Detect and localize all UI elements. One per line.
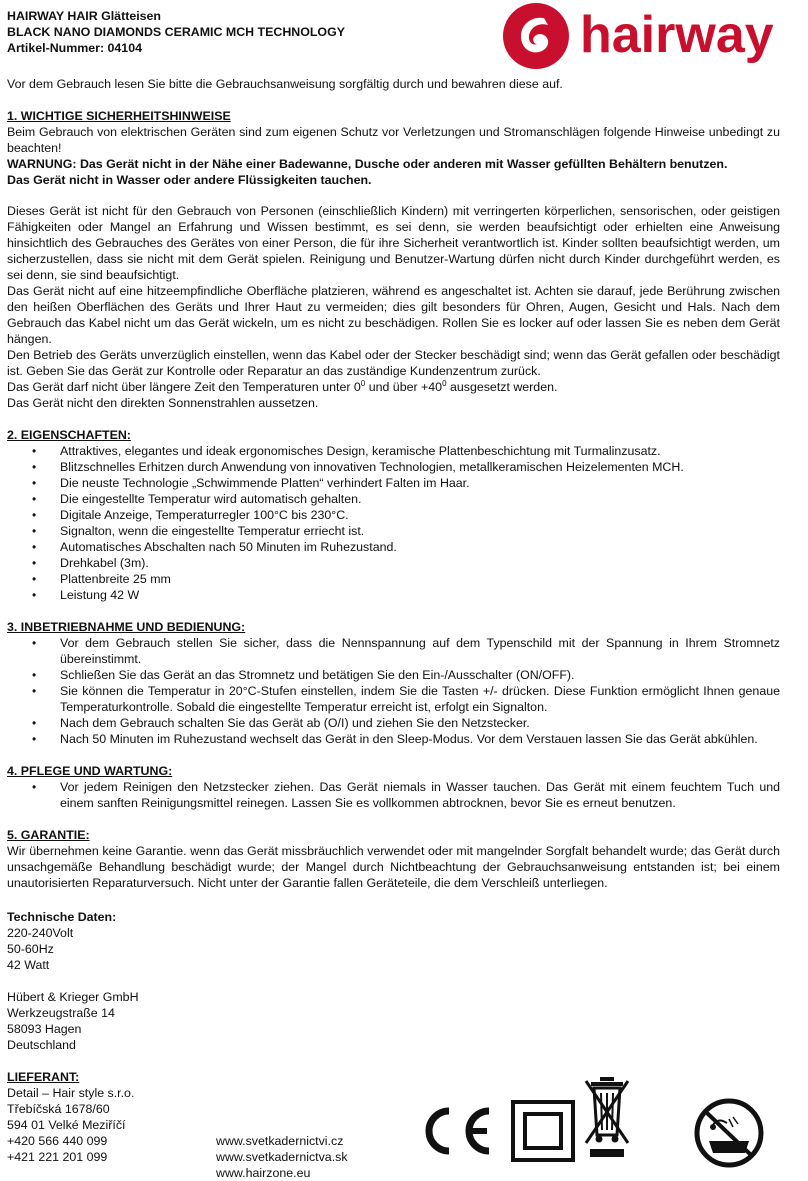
warning-1: WARNUNG: Das Gerät nicht in der Nähe einer Badewanne, Dusche oder anderen mit Wasser gefüllten Behältern benutzen. bbox=[7, 157, 728, 171]
tech-line: 50-60Hz bbox=[7, 942, 54, 956]
list-item: • Blitzschnelles Erhitzen durch Anwendung von innovativen Technologien, metallkeramischen Heizelementen MCH. bbox=[60, 459, 780, 475]
hairway-logo bbox=[496, 2, 806, 72]
address-line: Hübert & Krieger GmbH bbox=[7, 990, 139, 1004]
address-line: Deutschland bbox=[7, 1038, 76, 1052]
article-number: Artikel-Nummer: 04104 bbox=[7, 41, 142, 55]
list-item: • Attraktives, elegantes und ideak ergonomisches Design, keramische Plattenbeschichtung mit Turmalinzusatz. bbox=[60, 443, 780, 459]
tech-line: 220-240Volt bbox=[7, 926, 74, 940]
url-link[interactable]: www.svetkadernictva.sk bbox=[216, 1150, 348, 1164]
no-water-use-icon bbox=[693, 1097, 765, 1169]
list-item: • Signalton, wenn die eingestellte Temperatur erriecht ist. bbox=[60, 523, 780, 539]
class-ii-insulation-icon bbox=[510, 1099, 576, 1163]
list-item: • Schließen Sie das Gerät an das Stromnetz und betätigen Sie den Ein-/Ausschalter (ON/OFF). bbox=[60, 667, 780, 683]
supplier-block bbox=[7, 1085, 780, 1180]
supplier-line: +421 221 201 099 bbox=[7, 1150, 108, 1164]
tech-data-title: Technische Daten: bbox=[7, 910, 117, 924]
section-3-title: 3. INBETRIEBNAHME UND BEDIENUNG: bbox=[7, 620, 246, 634]
section-4-title: 4. PFLEGE UND WARTUNG: bbox=[7, 764, 173, 778]
s1-paragraph-5: Das Gerät darf nicht über längere Zeit den Temperaturen unter $0^0$ und über $+40^0$ ausgesetzt werden. bbox=[7, 379, 558, 394]
list-item: • Die neuste Technologie „Schwimmende Platten“ verhindert Falten im Haar. bbox=[60, 475, 780, 491]
list-item: • Automatisches Abschalten nach 50 Minuten im Ruhezustand. bbox=[60, 539, 780, 555]
header bbox=[7, 8, 780, 66]
manufacturer-address bbox=[7, 989, 780, 1053]
list-item: • Nach 50 Minuten im Ruhezustand wechselt das Gerät in den Sleep-Modus. Vor dem Verstauen lassen Sie das Gerät abkühlen. bbox=[60, 731, 780, 747]
list-item: • Sie können die Temperatur in 20°C-Stufen einstellen, indem Sie die Tasten +/- drücken. Diese Funktion ermöglicht Ihnen genaue Temperaturkontrolle. Sobald die eingestellte Temperatur erreicht ist, erfolgt ein Signalton. bbox=[60, 683, 780, 715]
list-item: • Leistung 42 W bbox=[60, 587, 780, 603]
product-subtitle: BLACK NANO DIAMONDS CERAMIC MCH TECHNOLOGY bbox=[7, 25, 345, 39]
url-link[interactable]: www.svetkadernictvi.cz bbox=[216, 1134, 344, 1148]
address-line: Werkzeugstraße 14 bbox=[7, 1006, 115, 1020]
ce-mark-icon bbox=[415, 1105, 495, 1157]
list-item: • Digitale Anzeige, Temperaturregler 100°C bis 230°C. bbox=[60, 507, 780, 523]
tech-line: 42 Watt bbox=[7, 958, 50, 972]
s1-paragraph-2: Dieses Gerät ist nicht für den Gebrauch von Personen (einschließlich Kindern) mit verringerten körperlichen, sensorischen, oder geistigen Fähigkeiten oder Mangel an Erfahrung und Wissen bestimmt, es sei denn, sie werden beaufsichtigt oder erhielten eine Anweisung hinsichtlich des Gebrauches des Gerätes von einer Person, die für ihre Sicherheit verantwortlich ist. Kinder sollten beaufsichtigt werden, um sicherzustellen, dass sie nicht mit dem Gerät spielen. Reinigung und Benutzer-Wartung dürfen nicht durch Kinder durchgeführt werden, es sei denn, sie sind beaufsichtigt. bbox=[7, 204, 780, 282]
supplier-title: LIEFERANT: bbox=[7, 1070, 80, 1084]
supplier-line: Třebíčská 1678/60 bbox=[7, 1102, 110, 1116]
section-5-title: 5. GARANTIE: bbox=[7, 828, 90, 842]
supplier-line: +420 566 440 099 bbox=[7, 1134, 108, 1148]
logo-wordmark: hairway bbox=[580, 6, 774, 64]
s1-paragraph-1: Beim Gebrauch von elektrischen Geräten sind zum eigenen Schutz vor Verletzungen und Stromanschlägen folgende Hinweise unbedingt zu beachten! bbox=[7, 125, 780, 155]
list-item: • Die eingestellte Temperatur wird automatisch gehalten. bbox=[60, 491, 780, 507]
url-link[interactable]: www.hairzone.eu bbox=[216, 1166, 311, 1180]
care-list bbox=[7, 779, 780, 811]
supplier-line: 594 01 Velké Meziříčí bbox=[7, 1118, 126, 1132]
warranty-text: Wir übernehmen keine Garantie. wenn das Gerät missbräuchlich verwendet oder mit mangelnder Sorgfalt behandelt wurde; das Gerät durch unsachgemäße Behandlung beschädigt wurde; der Mangel durch Nichtbeachtung der Gebrauchsanweisung entstanden ist; bei einem unautorisierten Reparaturversuch. Nicht unter der Garantie fallen Geräteteile, die dem Verschleiß unterliegen. bbox=[7, 844, 780, 890]
warning-2: Das Gerät nicht in Wasser oder andere Flüssigkeiten tauchen. bbox=[7, 173, 372, 187]
product-title: HAIRWAY HAIR Glätteisen bbox=[7, 9, 162, 23]
address-line: 58093 Hagen bbox=[7, 1022, 82, 1036]
list-item: • Plattenbreite 25 mm bbox=[60, 571, 780, 587]
list-item: • Drehkabel (3m). bbox=[60, 555, 780, 571]
intro-text: Vor dem Gebrauch lesen Sie bitte die Gebrauchsanweisung sorgfältig durch und bewahren diese auf. bbox=[7, 77, 563, 91]
url-list bbox=[216, 1133, 348, 1181]
s1-paragraph-3: Das Gerät nicht auf eine hitzeempfindliche Oberfläche platzieren, während es angeschaltet ist. Achten sie darauf, jede Berührung zwischen den heißen Oberflächen des Geräts und Ihrer Haut zu vermeiden; dies gilt besonders für Ohren, Augen, Gesicht und Hals. Nach dem Gebrauch das Kabel nicht um das Gerät wickeln, um es nicht zu beschädigen. Rollen Sie es locker auf oder lassen Sie es neben dem Gerät hängen. bbox=[7, 284, 780, 346]
features-list bbox=[7, 443, 780, 603]
list-item: • Vor dem Gebrauch stellen Sie sicher, dass die Nennspannung auf dem Typenschild mit der Spannung in Ihrem Stromnetz übereinstimmt. bbox=[60, 635, 780, 667]
list-item: • Nach dem Gebrauch schalten Sie das Gerät ab (O/I) und ziehen Sie den Netzstecker. bbox=[60, 715, 780, 731]
supplier-line: Detail – Hair style s.r.o. bbox=[7, 1086, 135, 1100]
weee-bin-icon bbox=[582, 1073, 632, 1161]
s1-paragraph-4: Den Betrieb des Geräts unverzüglich einstellen, wenn das Kabel oder der Stecker beschädigt sind; wenn das Gerät gefallen oder beschädigt ist. Geben Sie das Gerät zur Kontrolle oder Reparatur an das zuständige Kundenzentrum zurück. bbox=[7, 348, 780, 378]
list-item: • Vor jedem Reinigen den Netzstecker ziehen. Das Gerät niemals in Wasser tauchen. Das Gerät mit einem feuchtem Tuch und einem sanften Reinigungsmittel reinegen. Lassen Sie es vollkommen abtrocknen, bevor Sie es erneut benutzen. bbox=[60, 779, 780, 811]
s1-paragraph-6: Das Gerät nicht den direkten Sonnenstrahlen aussetzen. bbox=[7, 396, 319, 410]
section-1-title: 1. WICHTIGE SICHERHEITSHINWEISE bbox=[7, 109, 231, 123]
operation-list bbox=[7, 635, 780, 747]
section-2-title: 2. EIGENSCHAFTEN: bbox=[7, 428, 131, 442]
